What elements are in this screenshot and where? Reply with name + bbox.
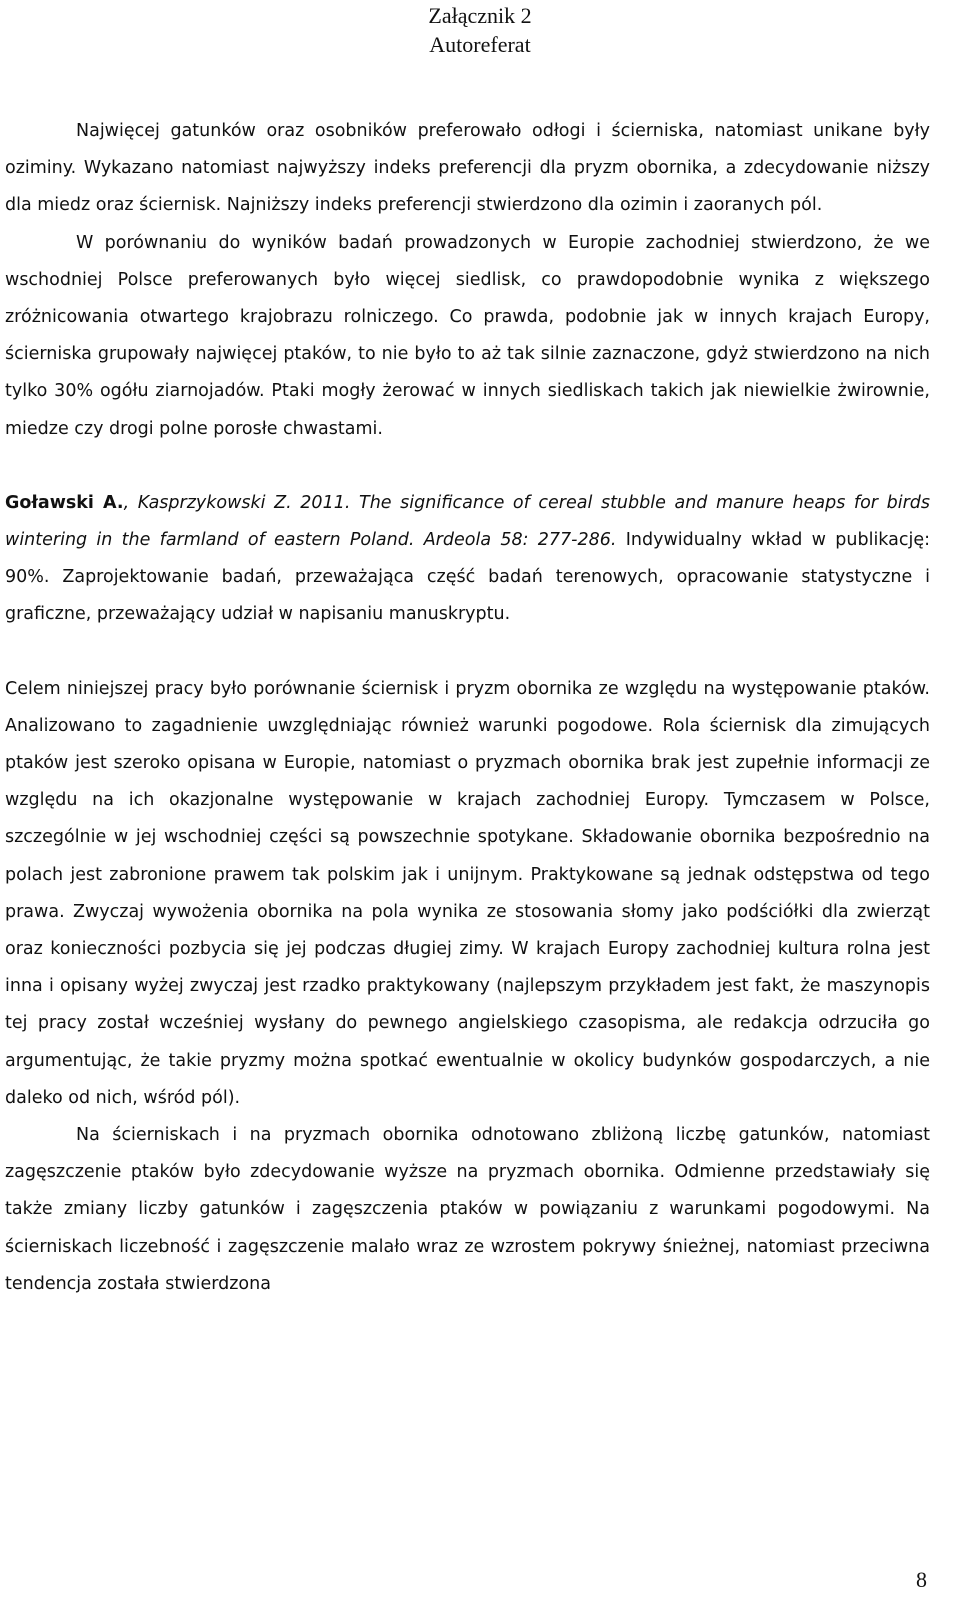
paragraph-comparison-western-europe: W porównaniu do wyników badań prowadzonych w Europie zachodniej stwierdzono, że we wschodniej Polsce preferowanych było więcej siedlisk, co prawdopodobnie wynika z większego zróżnicowania otwartego krajobrazu rolniczego. Co prawda, podobnie jak w innych krajach Europy, ścierniska grupowały najwięcej ptaków, to nie było to aż tak silnie zaznaczone, gdyż stwierdzono na nich tylko 30% ogółu ziarnojadów. Ptaki mogły żerować w innych siedliskach takich jak niewielkie żwirownie, miedze czy drogi polne porosłe chwastami. xyxy=(5,232,930,439)
page-number: 8 xyxy=(916,1567,927,1592)
paragraph-habitat-preferences: Najwięcej gatunków oraz osobników preferowało odłogi i ścierniska, natomiast unikane były oziminy. Wykazano natomiast najwyższy indeks preferencji dla pryzm obornika, a zdecydowanie niższy dla miedz oraz ściernisk. Najniższy indeks preferencji stwierdzono dla ozimin i zaoranych pól. xyxy=(5,121,930,216)
citation-other-authors: , Kasprzykowski Z. 2011. xyxy=(123,492,351,513)
citation-title: The significance of cereal stubble and manure heaps for birds wintering in the farmland of eastern Poland. Ardeola 58: 277-286. xyxy=(5,492,930,551)
document-body xyxy=(5,113,930,1303)
citation-first-author: Goławski A. xyxy=(5,492,124,513)
page-header xyxy=(0,0,960,59)
citation-block xyxy=(5,485,930,634)
paragraph-study-aim: Celem niniejszej pracy było porównanie ściernisk i pryzm obornika ze względu na występowanie ptaków. Analizowano to zagadnienie uwzględniając również warunki pogodowe. Rola ściernisk dla zimujących ptaków jest szeroko opisana w Europie, natomiast o pryzmach obornika brak jest zupełnie informacji ze względu na ich okazjonalne występowanie w krajach zachodniej Europy. Tymczasem w Polsce, szczególnie w jej wschodniej części są powszechnie spotykane. Składowanie obornika bezpośrednio na polach jest zabronione prawem tak polskim jak i unijnym. Praktykowane są jednak odstępstwa od tego prawa. Zwyczaj wywożenia obornika na pola wynika ze stosowania słomy jako podściółki dla zwierząt oraz konieczności pozbycia się jej podczas długiej zimy. W krajach Europy zachodniej kultura rolna jest inna i opisany wyżej zwyczaj jest rzadko praktykowany (najlepszym przykładem jest fakt, że maszynopis tej pracy został wcześniej wysłany do pewnego angielskiego czasopisma, ale redakcja odrzuciła go argumentując, że takie pryzmy można spotkać ewentualnie w okolicy budynków gospodarczych, a nie daleko od nich, wśród pól). xyxy=(5,678,930,1108)
header-annex-label: Załącznik 2 xyxy=(428,3,532,28)
paragraph-results: Na ścierniskach i na pryzmach obornika odnotowano zbliżoną liczbę gatunków, natomiast zagęszczenie ptaków było zdecydowanie wyższe na pryzmach obornika. Odmienne przedstawiały się także zmiany liczby gatunków i zagęszczenia ptaków w powiązaniu z warunkami pogodowymi. Na ścierniskach liczebność i zagęszczenie malało wraz ze wzrostem pokrywy śnieżnej, natomiast przeciwna tendencja została stwierdzona xyxy=(5,1125,930,1294)
citation-contribution: Indywidualny wkład w publikację: 90%. Zaprojektowanie badań, przeważająca część badań terenowych, opracowanie statystyczne i graficzne, przeważający udział w napisaniu manuskryptu. xyxy=(5,530,930,625)
header-document-title: Autoreferat xyxy=(429,32,531,57)
